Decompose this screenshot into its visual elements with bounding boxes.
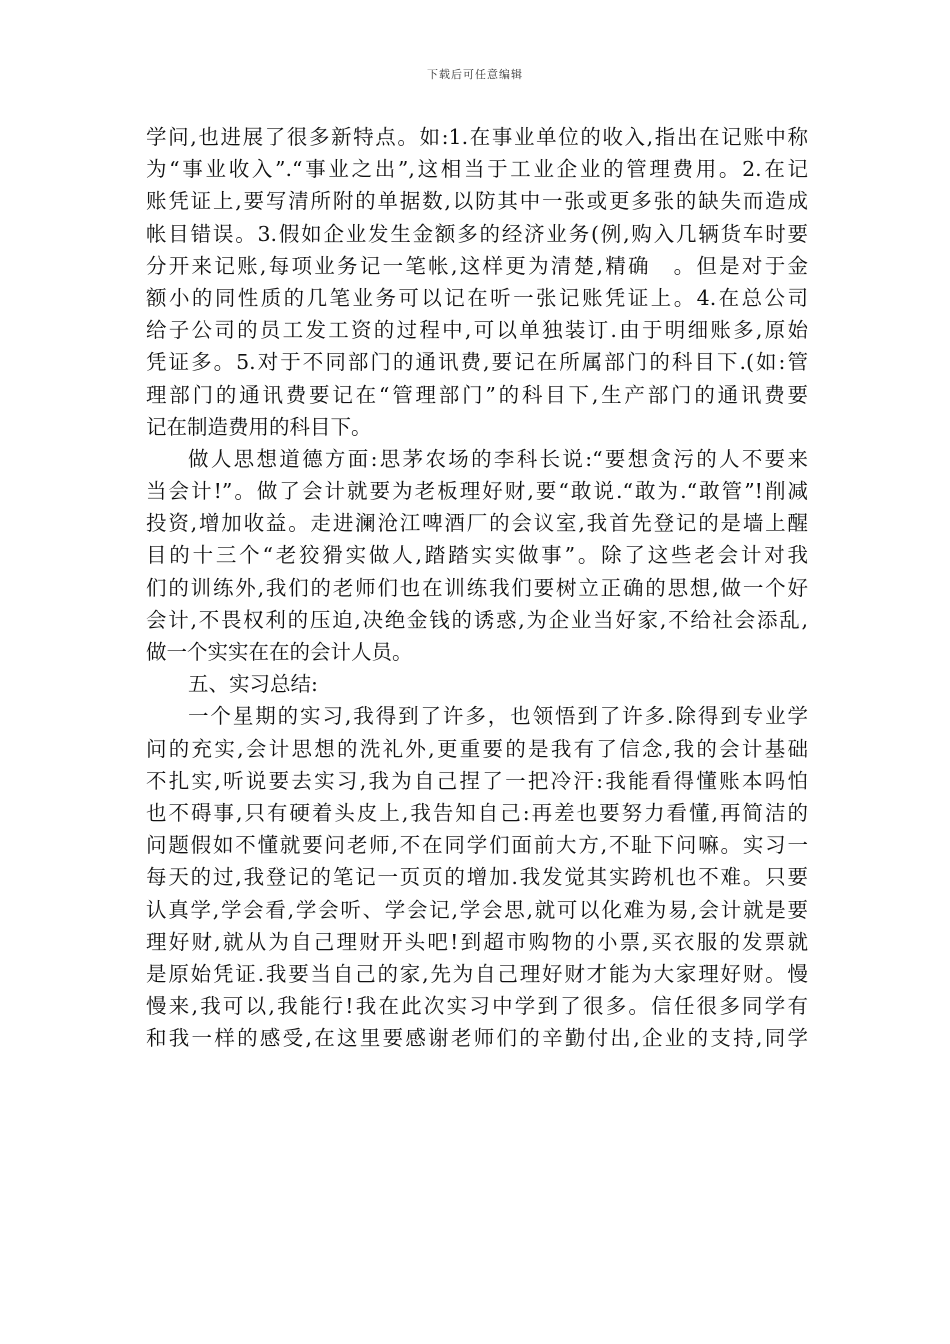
text-line: 也不碍事,只有硬着头皮上,我告知自己:再差也要努力看懂,再简洁的 — [146, 800, 808, 825]
text-line: 理好财,就从为自己理财开头吧!到超市购物的小票,买衣服的发票就 — [146, 929, 808, 954]
text-line: 会计,不畏权利的压迫,决绝金钱的诱惑,为企业当好家,不给社会添乱, — [146, 607, 808, 632]
paragraph-start-line: 一个星期的实习,我得到了许多，也领悟到了许多.除得到专业学 — [188, 704, 808, 729]
text-line: 和我一样的感受,在这里要感谢老师们的辛勤付出,企业的支持,同学 — [146, 1026, 808, 1051]
section-heading: 五、实习总结: — [188, 672, 318, 697]
text-line: 当会计!”。做了会计就要为老板理好财,要“敢说.“敢为.“敢管”!削减 — [146, 479, 808, 504]
text-line: 投资,增加收益。走进澜沧江啤酒厂的会议室,我首先登记的是墙上醒 — [146, 511, 808, 536]
text-line: 不扎实,听说要去实习,我为自己捏了一把冷汗:我能看得懂账本吗怕 — [146, 768, 808, 793]
text-line: 为“事业收入”.“事业之出”,这相当于工业企业的管理费用。2.在记 — [146, 157, 808, 182]
text-line: 账凭证上,要写清所附的单据数,以防其中一张或更多张的缺失而造成 — [146, 189, 808, 214]
text-line: 帐目错误。3.假如企业发生金额多的经济业务(例,购入几辆货车时要 — [146, 221, 808, 246]
text-line: 每天的过,我登记的笔记一页页的增加.我发觉其实跨机也不难。只要 — [146, 865, 808, 890]
text-line: 们的训练外,我们的老师们也在训练我们要树立正确的思想,做一个好 — [146, 575, 808, 600]
text-line: 问题假如不懂就要问老师,不在同学们面前大方,不耻下问嘛。实习一 — [146, 833, 808, 858]
text-line: 理部门的通讯费要记在“管理部门”的科目下,生产部门的通讯费要 — [146, 382, 808, 407]
text-line: 凭证多。5.对于不同部门的通讯费,要记在所属部门的科目下.(如:管 — [146, 350, 808, 375]
text-line: 认真学,学会看,学会听、学会记,学会思,就可以化难为易,会计就是要 — [146, 897, 808, 922]
text-line: 慢来,我可以,我能行!我在此次实习中学到了很多。信任很多同学有 — [146, 994, 808, 1019]
text-line: 额小的同性质的几笔业务可以记在听一张记账凭证上。4.在总公司 — [146, 285, 808, 310]
paragraph-start-line: 做人思想道德方面:思茅农场的李科长说:“要想贪污的人不要来 — [188, 446, 808, 471]
text-line: 目的十三个“老狡猾实做人,踏踏实实做事”。除了这些老会计对我 — [146, 543, 808, 568]
text-line: 给子公司的员工发工资的过程中,可以单独装订.由于明细账多,原始 — [146, 318, 808, 343]
text-line: 记在制造费用的科目下。 — [146, 414, 372, 439]
document-body — [146, 121, 808, 1054]
text-line: 是原始凭证.我要当自己的家,先为自己理好财才能为大家理好财。慢 — [146, 961, 808, 986]
page-header: 下载后可任意编辑 — [427, 68, 523, 81]
text-line: 做一个实实在在的会计人员。 — [146, 640, 413, 664]
text-line: 分开来记账,每项业务记一笔帐,这样更为清楚,精确 。但是对于金 — [146, 253, 808, 278]
text-line: 学问,也进展了很多新特点。如:1.在事业单位的收入,指出在记账中称 — [146, 125, 808, 149]
text-line: 问的充实,会计思想的洗礼外,更重要的是我有了信念,我的会计基础 — [146, 736, 808, 761]
